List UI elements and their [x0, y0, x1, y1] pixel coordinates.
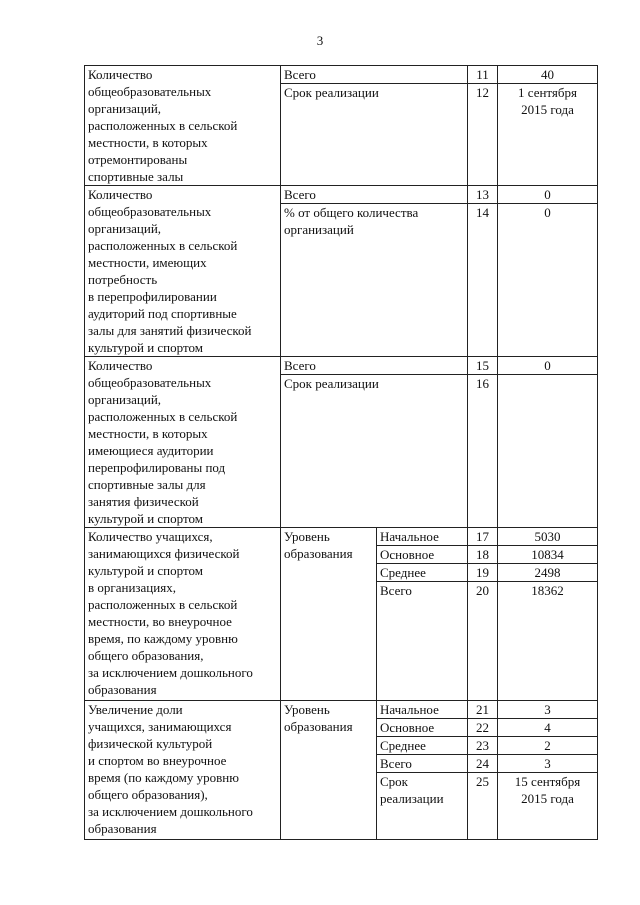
row-number: 12: [468, 84, 498, 186]
item-value: 40: [498, 66, 598, 84]
item-value: 0: [498, 186, 598, 204]
item-value: 2498: [498, 564, 598, 582]
item-value: 10834: [498, 546, 598, 564]
table-row: [85, 357, 598, 375]
row-number: 24: [468, 755, 498, 773]
item-label: Начальное: [377, 528, 468, 546]
row-number: 18: [468, 546, 498, 564]
item-value: 3: [498, 701, 598, 719]
table-row: [85, 528, 598, 546]
item-label: Всего: [281, 357, 468, 375]
indicators-table: [84, 65, 598, 840]
row-number: 21: [468, 701, 498, 719]
row-number: 23: [468, 737, 498, 755]
indicator-cell: Увеличение доли учащихся, занимающихся физической культурой и спортом во внеурочное время (по каждому уровню общего образования), за исключением дошкольного образования: [85, 701, 281, 840]
group-label: Уровень образования: [281, 701, 377, 840]
item-value: 2: [498, 737, 598, 755]
group-label: Уровень образования: [281, 528, 377, 701]
item-value: 5030: [498, 528, 598, 546]
item-value: 18362: [498, 582, 598, 701]
item-label: Среднее: [377, 564, 468, 582]
item-value: 0: [498, 357, 598, 375]
item-value: 1 сентября 2015 года: [498, 84, 598, 186]
item-value: 15 сентября 2015 года: [498, 773, 598, 840]
table-row: [85, 701, 598, 719]
item-label: Всего: [377, 582, 468, 701]
row-number: 14: [468, 204, 498, 357]
item-label: Всего: [281, 186, 468, 204]
row-number: 13: [468, 186, 498, 204]
indicator-cell: Количество учащихся, занимающихся физической культурой и спортом в организациях, расположенных в сельской местности, во внеурочное время, по каждому уровню общего образования, за исключением дошкольного образования: [85, 528, 281, 701]
item-label: Срок реализации: [281, 84, 468, 186]
row-number: 25: [468, 773, 498, 840]
item-label: Среднее: [377, 737, 468, 755]
item-value: 0: [498, 204, 598, 357]
item-label: Основное: [377, 719, 468, 737]
item-label: Срок реализации: [377, 773, 468, 840]
item-label: % от общего количества организаций: [281, 204, 468, 357]
table-row: [85, 66, 598, 84]
row-number: 15: [468, 357, 498, 375]
row-number: 19: [468, 564, 498, 582]
row-number: 17: [468, 528, 498, 546]
row-number: 16: [468, 375, 498, 528]
item-value: [498, 375, 598, 528]
row-number: 11: [468, 66, 498, 84]
item-label: Основное: [377, 546, 468, 564]
item-label: Срок реализации: [281, 375, 468, 528]
item-value: 4: [498, 719, 598, 737]
row-number: 22: [468, 719, 498, 737]
item-label: Всего: [281, 66, 468, 84]
indicator-cell: Количество общеобразовательных организаций, расположенных в сельской местности, имеющих потребность в перепрофилировании аудиторий под спортивные залы для занятий физической культурой и спортом: [85, 186, 281, 357]
row-number: 20: [468, 582, 498, 701]
item-value: 3: [498, 755, 598, 773]
table-row: [85, 186, 598, 204]
page-number: 3: [316, 33, 324, 48]
item-label: Всего: [377, 755, 468, 773]
indicator-cell: Количество общеобразовательных организаций, расположенных в сельской местности, в которых имеющиеся аудитории перепрофилированы под спортивные залы для занятия физической культурой и спортом: [85, 357, 281, 528]
indicator-cell: Количество общеобразовательных организаций, расположенных в сельской местности, в которых отремонтированы спортивные залы: [85, 66, 281, 186]
item-label: Начальное: [377, 701, 468, 719]
